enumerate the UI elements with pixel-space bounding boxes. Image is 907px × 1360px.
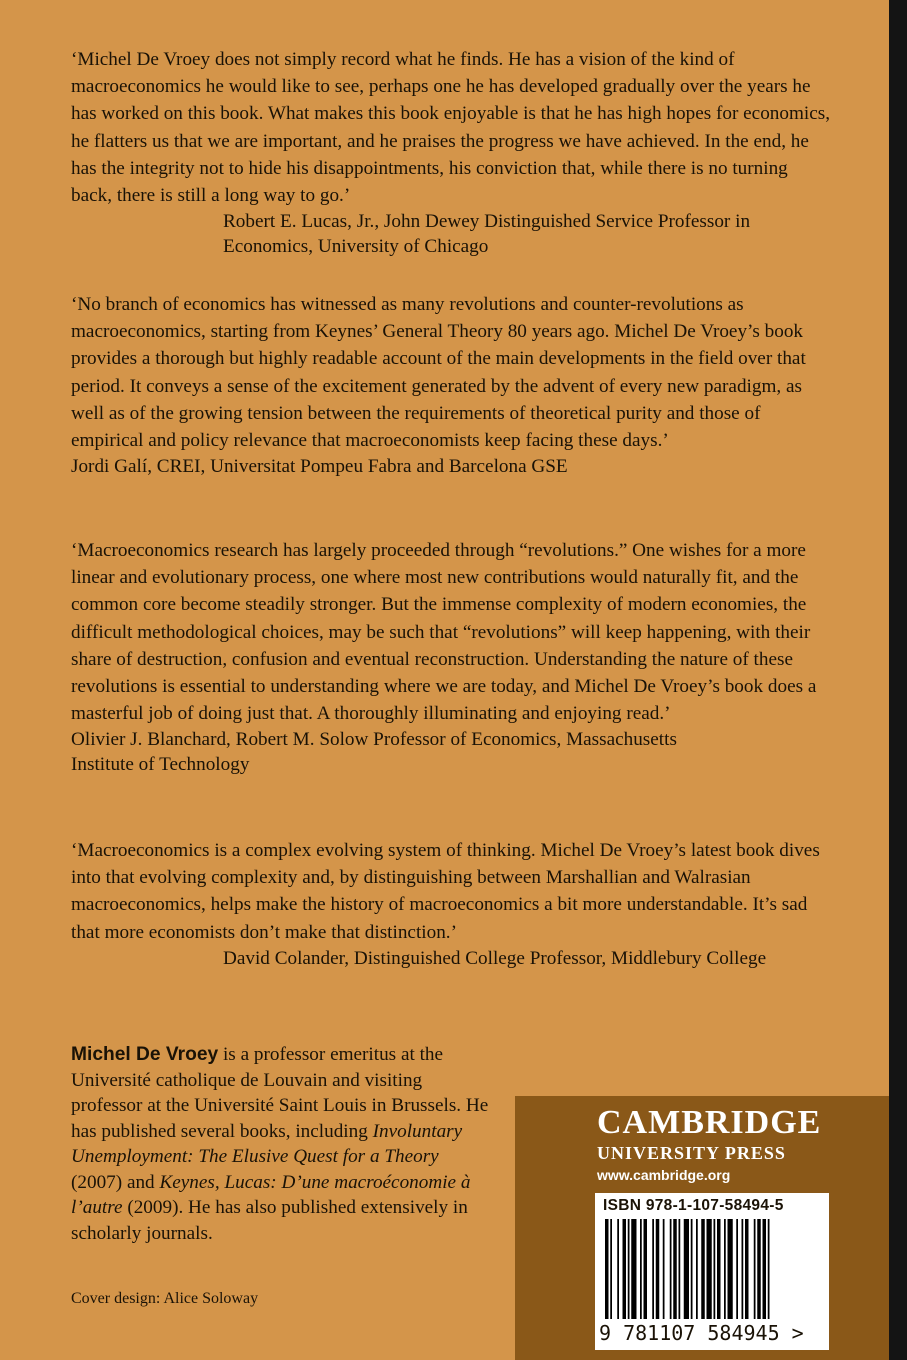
barcode (595, 1193, 829, 1350)
spine-edge (889, 0, 907, 1360)
barcode-bar (628, 1219, 630, 1319)
endorsement-gali (71, 291, 831, 479)
barcode-bar (631, 1219, 636, 1319)
barcode-bar (670, 1219, 672, 1319)
endorsement-lucas (71, 46, 831, 259)
barcode-bar (768, 1219, 770, 1319)
barcode-bar (684, 1219, 689, 1319)
barcode-bar (644, 1219, 648, 1319)
endorsement-blanchard (71, 537, 831, 777)
book-title: Involuntary Unemployment: The Elusive Quest for a Theory (71, 1120, 463, 1167)
barcode-bar (754, 1219, 756, 1319)
bio-text: (2007) and (71, 1171, 160, 1193)
publisher-press: UNIVERSITY PRESS (597, 1143, 786, 1163)
quote-text: ‘Michel De Vroey does not simply record what he finds. He has a vision of the kind of macroeconomics he would like to see, perhaps one he has developed gradually over the years he has worked on this book. What makes this book enjoyable is that he has high hopes for economics, he flatters us that we are important, and he praises the progress we have achieved. In the end, he has the integrity not to hide his disappointments, his conviction that, while there is no turning back, there is still a long way to go.’ (71, 49, 831, 207)
barcode-bar (696, 1219, 698, 1319)
barcode-bar (742, 1219, 744, 1319)
quote-attribution: Jordi Galí, CREI, Universitat Pompeu Fabra and Barcelona GSE (71, 456, 568, 478)
publisher-url: www.cambridge.org (597, 1167, 731, 1183)
cover-design-credit: Cover design: Alice Soloway (71, 1290, 259, 1307)
barcode-bar (724, 1219, 726, 1319)
endorsement-colander (71, 837, 831, 971)
barcode-bar (617, 1219, 619, 1319)
barcode-bar (736, 1219, 738, 1319)
barcode-bar (652, 1219, 654, 1319)
barcode-bar (717, 1219, 721, 1319)
bio-text: is a professor emeritus at the Université catholique de Louvain and visiting professor at the Université Saint Louis in Brussels. He has published several books, including (71, 1044, 489, 1142)
barcode-bar (714, 1219, 716, 1319)
quote-attribution: Robert E. Lucas, Jr., John Dewey Distinguished Service Professor in Economics, University of Chicago (223, 211, 751, 258)
publisher-box (515, 1096, 889, 1360)
barcode-bar (728, 1219, 733, 1319)
barcode-bar (640, 1219, 642, 1319)
ean-digits: 9 781107 584945 > (599, 1321, 804, 1345)
barcode-bar (701, 1219, 705, 1319)
barcode-bar (707, 1219, 712, 1319)
barcode-bar (656, 1219, 660, 1319)
barcode-bar (605, 1219, 609, 1319)
quote-text: ‘Macroeconomics is a complex evolving system of thinking. Michel De Vroey’s latest book dives into that evolving complexity and, by distinguishing between Marshallian and Walrasian macroeconomics, helps make the history of macroeconomics a bit more understandable. It’s sad that more economists don’t make that distinction.’ (71, 840, 820, 943)
publisher-name: CAMBRIDGE (597, 1104, 822, 1141)
barcode-bar (679, 1219, 681, 1319)
barcode-bar (610, 1219, 612, 1319)
quote-text: ‘Macroeconomics research has largely proceeded through “revolutions.” One wishes for a more linear and evolutionary process, one where most new contributions would naturally fit, and the common core become steadily stronger. But the immense complexity of modern economies, the difficult methodological choices, may be such that “revolutions” will keep happening, with their share of destruction, confusion and eventual reconstruction. Understanding the nature of these revolutions is essential to understanding where we are today, and Michel De Vroey’s book does a masterful job of doing just that. A thoroughly illuminating and enjoying read.’ (71, 540, 817, 725)
book-title: Keynes, Lucas: D’une macroéconomie à l’autre (71, 1171, 471, 1218)
author-bio (71, 1042, 491, 1246)
barcode-bar (623, 1219, 627, 1319)
barcode-bars (601, 1219, 823, 1323)
author-name: Michel De Vroey (71, 1044, 219, 1065)
barcode-bar (663, 1219, 665, 1319)
quote-attribution: David Colander, Distinguished College Professor, Middlebury College (223, 947, 767, 969)
barcode-bar (673, 1219, 677, 1319)
quote-attribution: Olivier J. Blanchard, Robert M. Solow Professor of Economics, Massachusetts Institute of Technology (71, 729, 677, 776)
barcode-bar (763, 1219, 767, 1319)
barcode-bar (691, 1219, 693, 1319)
barcode-bar (745, 1219, 749, 1319)
bio-text: (2009). He has also published extensively in scholarly journals. (71, 1197, 468, 1244)
isbn-label: ISBN 978-1-107-58494-5 (603, 1197, 784, 1214)
barcode-bar (757, 1219, 761, 1319)
quote-text: ‘No branch of economics has witnessed as many revolutions and counter-revolutions as macroeconomics, starting from Keynes’ General Theory 80 years ago. Michel De Vroey’s book provides a thorough but highly readable account of the main developments in the field over that period. It conveys a sense of the excitement generated by the advent of every new paradigm, as well as of the growing tension between the requirements of theoretical purity and those of empirical and policy relevance that macroeconomists keep facing these days.’ (71, 294, 806, 452)
